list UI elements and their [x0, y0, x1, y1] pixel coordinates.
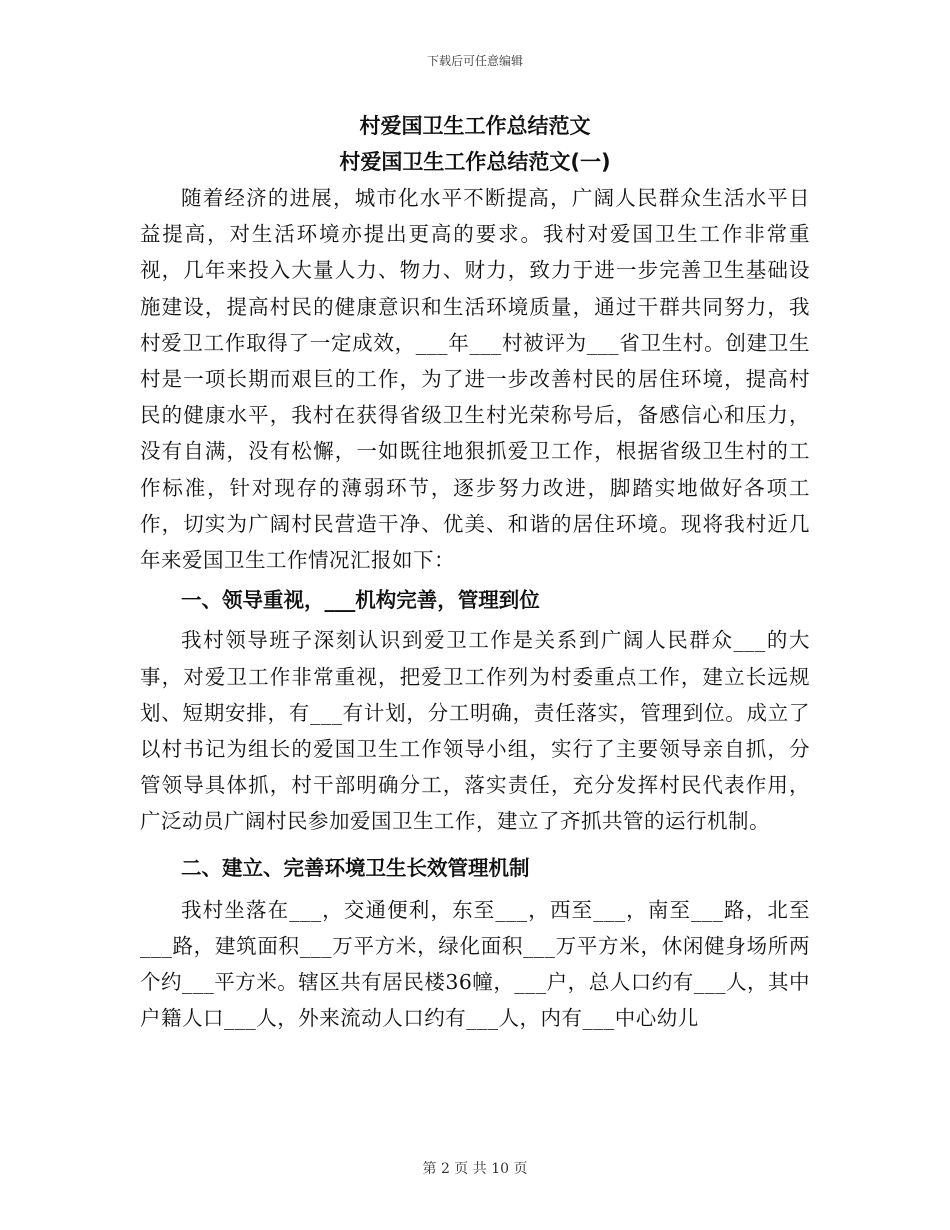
document-subtitle: 村爱国卫生工作总结范文(一) [339, 150, 611, 174]
section-2-paragraph: 我村坐落在___，交通便利，东至___，西至___，南至___路，北至___路，建筑面积___万平方米，绿化面积___万平方米，休闲健身场所两个约___平方米。辖区共有居民楼36幢，___户，总人口约有___人，其中户籍人口___人，外来流动人口约有___人，内有___中心幼儿 [140, 897, 810, 1031]
page-header-note: 下载后可任意编辑 [426, 54, 523, 68]
page-number: 第 2 页 共 10 页 [422, 1161, 528, 1177]
document-title: 村爱国卫生工作总结范文 [359, 114, 591, 138]
section-2-heading: 二、建立、完善环境卫生长效管理机制 [181, 855, 530, 880]
section-1-paragraph: 我村领导班子深刻认识到爱卫工作是关系到广阔人民群众___的大事，对爱卫工作非常重视，把爱卫工作列为村委重点工作，建立长远规划、短期安排，有___有计划，分工明确，责任落实，管理到位。成立了以村书记为组长的爱国卫生工作领导小组，实行了主要领导亲自抓，分管领导具体抓，村干部明确分工，落实责任，充分发挥村民代表作用，广泛动员广阔村民参加爱国卫生工作，建立了齐抓共管的运行机制。 [140, 628, 810, 834]
intro-paragraph: 随着经济的进展，城市化水平不断提高，广阔人民群众生活水平日益提高，对生活环境亦提出更高的要求。我村对爱国卫生工作非常重视，几年来投入大量人力、物力、财力，致力于进一步完善卫生基础设施建设，提高村民的健康意识和生活环境质量，通过干群共同努力，我村爱卫工作取得了一定成效，___年___村被评为___省卫生村。创建卫生村是一项长期而艰巨的工作，为了进一步改善村民的居住环境，提高村民的健康水平，我村在获得省级卫生村光荣称号后，备感信心和压力，没有自满，没有松懈，一如既往地狠抓爱卫工作，根据省级卫生村的工作标准，针对现存的薄弱环节，逐步努力改进，脚踏实地做好各项工作，切实为广阔村民营造干净、优美、和谐的居住环境。现将我村近几年来爱国卫生工作情况汇报如下： [140, 186, 810, 573]
section-1-heading: 一、领导重视，___机构完善，管理到位 [181, 588, 540, 613]
document-body [140, 108, 810, 1037]
